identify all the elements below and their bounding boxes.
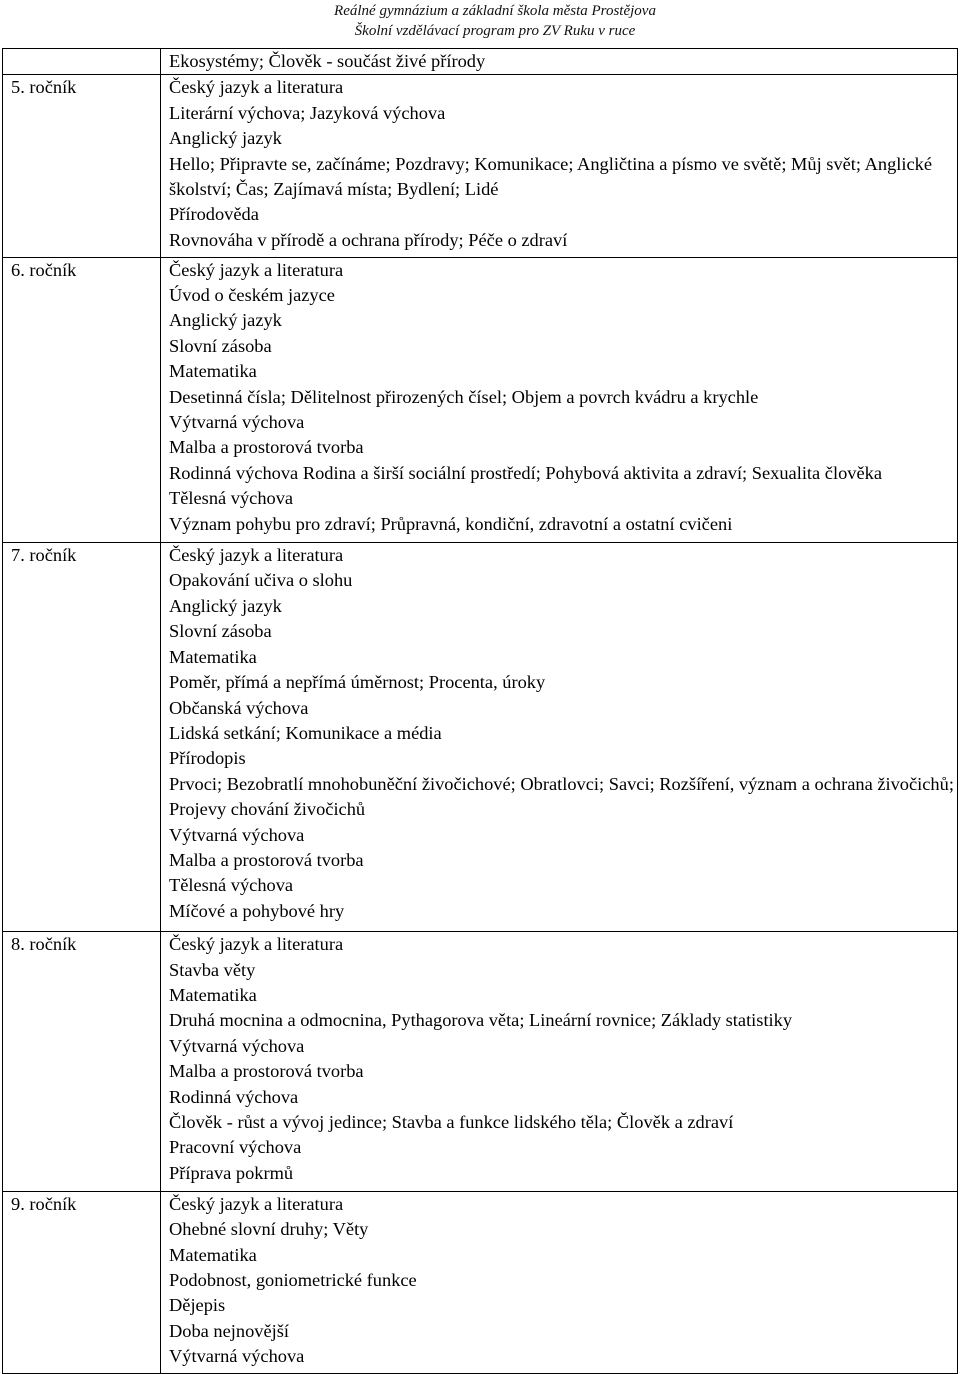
topic-text: Ohebné slovní druhy; Věty: [169, 1219, 369, 1240]
topic-text: Míčové a pohybové hry: [169, 900, 345, 921]
grade-cell: [3, 543, 161, 932]
subject-name: Matematika: [169, 984, 257, 1005]
header-program-name: Školní vzdělávací program pro ZV Ruku v ruce: [354, 23, 636, 39]
subject-name: Občanská výchova: [169, 697, 309, 718]
subject-name: Dějepis: [169, 1295, 226, 1316]
topic-text: Doba nejnovější: [169, 1320, 290, 1341]
grade-label: 7. ročník: [11, 545, 77, 566]
topic-text: Desetinná čísla; Dělitelnost přirozených čísel; Objem a povrch kvádru a krychle: [169, 386, 759, 407]
subject-name: Přírodověda: [169, 204, 259, 225]
subject-name: Rodinná výchova: [169, 1086, 299, 1107]
topic-text: Malba a prostorová tvorba: [169, 437, 364, 458]
subject-name: Český jazyk a literatura: [169, 545, 344, 566]
topic-text: Stavba věty: [169, 959, 256, 980]
page-header: [0, 0, 960, 41]
subject-name: Český jazyk a literatura: [169, 934, 344, 955]
topic-text: Slovní zásoba: [169, 335, 272, 356]
grade-label: 5. ročník: [11, 77, 77, 98]
curriculum-table: [2, 48, 958, 1374]
content-cell: [161, 1191, 958, 1373]
topic-text: Rodinná výchova Rodina a širší sociální prostředí; Pohybová aktivita a zdraví; Sexualita člověka: [169, 462, 882, 483]
topic-text: Význam pohybu pro zdraví; Průpravná, kondiční, zdravotní a ostatní cvičeni: [169, 513, 733, 534]
subject-name: Český jazyk a literatura: [169, 259, 344, 280]
content-cell: [161, 543, 958, 932]
subject-name: Anglický jazyk: [169, 595, 282, 616]
topic-text: Člověk - růst a vývoj jedince; Stavba a funkce lidského těla; Člověk a zdraví: [169, 1111, 734, 1132]
subject-name: Matematika: [169, 1244, 257, 1265]
subject-name: Výtvarná výchova: [169, 1346, 305, 1367]
topic-text: Druhá mocnina a odmocnina, Pythagorova věta; Lineární rovnice; Základy statistiky: [169, 1010, 793, 1031]
topic-text: Malba a prostorová tvorba: [169, 849, 364, 870]
grade-cell: [3, 932, 161, 1192]
grade-label: 8. ročník: [11, 934, 77, 955]
subject-name: Přírodopis: [169, 748, 246, 769]
topic-text: Hello; Připravte se, začínáme; Pozdravy; Komunikace; Angličtina a písmo ve světě; Můj svět; Anglické školství; Čas; Zajímavá místa; Bydlení; Lidé: [169, 153, 933, 200]
subject-name: Pracovní výchova: [169, 1137, 302, 1158]
topic-text: Úvod o českém jazyce: [169, 284, 335, 305]
topic-text: Slovní zásoba: [169, 621, 272, 642]
subject-name: Anglický jazyk: [169, 310, 282, 331]
topic-text: Literární výchova; Jazyková výchova: [169, 102, 446, 123]
content-cell: [161, 257, 958, 543]
table-row: [3, 932, 958, 1192]
topic-text: Podobnost, goniometrické funkce: [169, 1270, 417, 1291]
subject-name: Výtvarná výchova: [169, 1035, 305, 1056]
content-cell: [161, 49, 958, 75]
table-row: [3, 543, 958, 932]
subject-name: Matematika: [169, 361, 257, 382]
subject-name: Český jazyk a literatura: [169, 77, 344, 98]
grade-cell: [3, 75, 161, 257]
grade-label: 6. ročník: [11, 259, 77, 280]
subject-name: Anglický jazyk: [169, 128, 282, 149]
topic-text: Poměr, přímá a nepřímá úměrnost; Procenta, úroky: [169, 672, 546, 693]
topic-text: Opakování učiva o slohu: [169, 570, 353, 591]
table-row: [3, 75, 958, 257]
content-cell: [161, 75, 958, 257]
subject-name: Tělesná výchova: [169, 875, 294, 896]
grade-label: 9. ročník: [11, 1193, 77, 1214]
subject-name: Matematika: [169, 646, 257, 667]
grade-cell: [3, 49, 161, 75]
table-row: [3, 1191, 958, 1373]
topic-text: Lidská setkání; Komunikace a média: [169, 722, 442, 743]
topic-text: Malba a prostorová tvorba: [169, 1061, 364, 1082]
topic-text: Ekosystémy; Člověk - součást živé přírody: [169, 51, 486, 71]
topic-text: Rovnováha v přírodě a ochrana přírody; Péče o zdraví: [169, 229, 568, 250]
subject-name: Tělesná výchova: [169, 488, 294, 509]
subject-name: Výtvarná výchova: [169, 411, 305, 432]
topic-text: Příprava pokrmů: [169, 1162, 294, 1183]
subject-name: Výtvarná výchova: [169, 824, 305, 845]
subject-name: Český jazyk a literatura: [169, 1193, 344, 1214]
table-row: [3, 257, 958, 543]
table-row: [3, 49, 958, 75]
topic-text: Prvoci; Bezobratlí mnohobuněční živočichové; Obratlovci; Savci; Rozšíření, význam a ochrana živočichů; Projevy chování živočichů: [169, 773, 954, 820]
header-school-name: Reálné gymnázium a základní škola města Prostějova: [334, 3, 656, 19]
grade-cell: [3, 1191, 161, 1373]
content-cell: [161, 932, 958, 1192]
grade-cell: [3, 257, 161, 543]
